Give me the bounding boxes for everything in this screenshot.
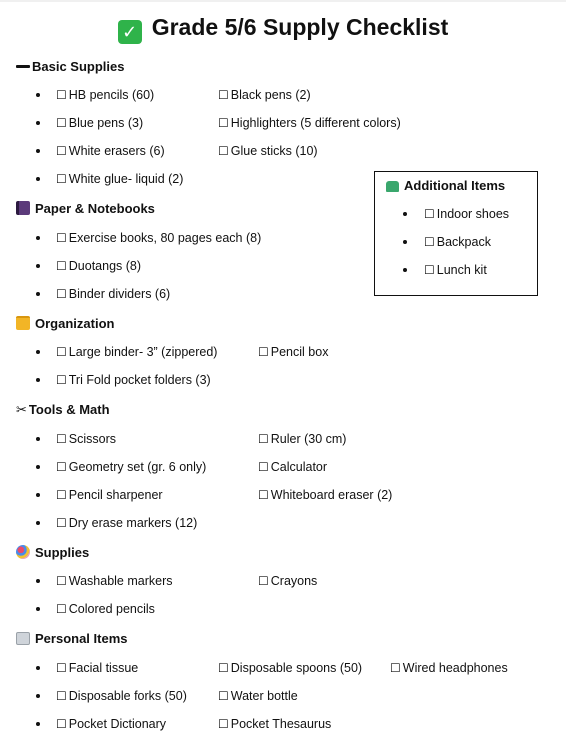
bullet	[36, 579, 40, 583]
checklist-item[interactable]: ☐ Facial tissue	[56, 661, 139, 675]
checkbox[interactable]: ☐	[56, 717, 67, 731]
checkbox[interactable]: ☐	[424, 207, 435, 221]
checklist-item[interactable]: ☐ Ruler (30 cm)	[258, 432, 347, 446]
checklist-item[interactable]: ☐ Black pens (2)	[218, 88, 311, 102]
checklist-item[interactable]: ☐ Colored pencils	[56, 602, 155, 616]
checkbox[interactable]: ☐	[56, 460, 67, 474]
checklist-item[interactable]: ☐ Indoor shoes	[424, 207, 510, 221]
checkbox[interactable]: ☐	[424, 263, 435, 277]
checklist-item[interactable]: ☐ Water bottle	[218, 689, 298, 703]
bullet	[36, 292, 40, 296]
section-heading-tools-math: ✂ Tools & Math	[16, 402, 110, 418]
checklist-item[interactable]: ☐ Blue pens (3)	[56, 116, 144, 130]
palette-icon	[16, 545, 30, 559]
folder-icon	[16, 316, 30, 330]
checklist-item[interactable]: ☐ White erasers (6)	[56, 144, 165, 158]
bullet	[36, 236, 40, 240]
checklist-item[interactable]: ☐ Calculator	[258, 460, 328, 474]
checkbox[interactable]: ☐	[56, 88, 67, 102]
checklist-item[interactable]: ☐ Disposable forks (50)	[56, 689, 187, 703]
notebook-icon	[16, 201, 30, 215]
checkbox[interactable]: ☐	[218, 116, 229, 130]
checklist-item[interactable]: ☐ Glue sticks (10)	[218, 144, 318, 158]
checklist-item[interactable]: ☐ Scissors	[56, 432, 116, 446]
checkbox[interactable]: ☐	[56, 144, 67, 158]
checklist-item[interactable]: ☐ Dry erase markers (12)	[56, 516, 198, 530]
checkbox[interactable]: ☐	[56, 689, 67, 703]
checklist-item[interactable]: ☐ Geometry set (gr. 6 only)	[56, 460, 207, 474]
bullet	[36, 121, 40, 125]
checkbox[interactable]: ☐	[258, 488, 269, 502]
checkbox[interactable]: ☐	[56, 172, 67, 186]
bullet	[36, 264, 40, 268]
bullet	[36, 666, 40, 670]
checkbox[interactable]: ☐	[56, 287, 67, 301]
bullet	[36, 350, 40, 354]
checkbox[interactable]: ☐	[218, 88, 229, 102]
checkbox[interactable]: ☐	[56, 574, 67, 588]
checklist-item[interactable]: ☐ Pencil sharpener	[56, 488, 163, 502]
checklist-item[interactable]: ☐ Highlighters (5 different colors)	[218, 116, 401, 130]
bullet	[36, 177, 40, 181]
checkbox[interactable]: ☐	[56, 432, 67, 446]
checkbox[interactable]: ☐	[218, 661, 229, 675]
t-shirt-icon	[386, 181, 399, 192]
checkbox[interactable]: ☐	[56, 516, 67, 530]
checklist-item[interactable]: ☐ Lunch kit	[424, 263, 487, 277]
checklist-item[interactable]: ☐ Pencil box	[258, 345, 329, 359]
bullet	[403, 268, 407, 272]
checkbox[interactable]: ☐	[258, 460, 269, 474]
bullet	[36, 694, 40, 698]
tissue-box-icon	[16, 632, 30, 645]
checklist-item[interactable]: ☐ Disposable spoons (50)	[218, 661, 363, 675]
bullet	[36, 493, 40, 497]
checkbox[interactable]: ☐	[56, 259, 67, 273]
bullet	[36, 378, 40, 382]
checklist-item[interactable]: ☐ Exercise books, 80 pages each (8)	[56, 231, 262, 245]
checklist-item[interactable]: ☐ Washable markers	[56, 574, 173, 588]
checklist-item[interactable]: ☐ Backpack	[424, 235, 491, 249]
checkbox[interactable]: ☐	[218, 689, 229, 703]
bullet	[36, 149, 40, 153]
section-heading-basic-supplies: Basic Supplies	[16, 58, 124, 76]
bullet	[403, 212, 407, 216]
checkbox[interactable]: ☐	[56, 661, 67, 675]
checklist-item[interactable]: ☐ Pocket Dictionary	[56, 717, 167, 731]
checkbox[interactable]: ☐	[56, 116, 67, 130]
bullet	[36, 521, 40, 525]
checkbox[interactable]: ☐	[258, 432, 269, 446]
scissors-icon: ✂	[16, 403, 27, 418]
checklist-item[interactable]: ☐ Pocket Thesaurus	[218, 717, 332, 731]
section-heading-paper-notebooks: Paper & Notebooks	[16, 200, 155, 218]
checkbox[interactable]: ☐	[218, 717, 229, 731]
section-heading-personal-items: Personal Items	[16, 630, 128, 648]
bullet	[36, 93, 40, 97]
checklist-item[interactable]: ☐ Large binder- 3” (zippered)	[56, 345, 218, 359]
checklist-item[interactable]: ☐ Crayons	[258, 574, 318, 588]
pencil-icon	[16, 65, 30, 68]
checklist-item[interactable]: ☐ Tri Fold pocket folders (3)	[56, 373, 211, 387]
checkbox[interactable]: ☐	[218, 144, 229, 158]
checklist-item[interactable]: ☐ White glue- liquid (2)	[56, 172, 184, 186]
checkbox[interactable]: ☐	[56, 488, 67, 502]
check-mark-icon: ✓	[118, 20, 142, 44]
checklist-item[interactable]: ☐ HB pencils (60)	[56, 88, 155, 102]
bullet	[36, 722, 40, 726]
checkbox[interactable]: ☐	[56, 345, 67, 359]
page-title	[0, 12, 566, 44]
bullet	[403, 240, 407, 244]
checklist-item[interactable]: ☐ Duotangs (8)	[56, 259, 142, 273]
top-border	[0, 0, 566, 2]
bullet	[36, 465, 40, 469]
checkbox[interactable]: ☐	[56, 231, 67, 245]
checklist-item[interactable]: ☐ Whiteboard eraser (2)	[258, 488, 393, 502]
section-heading-supplies: Supplies	[16, 544, 89, 562]
checkbox[interactable]: ☐	[424, 235, 435, 249]
page-title-text: Grade 5/6 Supply Checklist	[151, 14, 449, 40]
checkbox[interactable]: ☐	[56, 373, 67, 387]
checkbox[interactable]: ☐	[56, 602, 67, 616]
checklist-item[interactable]: ☐ Wired headphones	[390, 661, 508, 675]
checkbox[interactable]: ☐	[390, 661, 401, 675]
checkbox[interactable]: ☐	[258, 574, 269, 588]
bullet	[36, 437, 40, 441]
section-heading-additional-items: Additional Items	[386, 177, 505, 195]
bullet	[36, 607, 40, 611]
checklist-item[interactable]: ☐ Binder dividers (6)	[56, 287, 171, 301]
checkbox[interactable]: ☐	[258, 345, 269, 359]
section-heading-organization: Organization	[16, 315, 114, 333]
